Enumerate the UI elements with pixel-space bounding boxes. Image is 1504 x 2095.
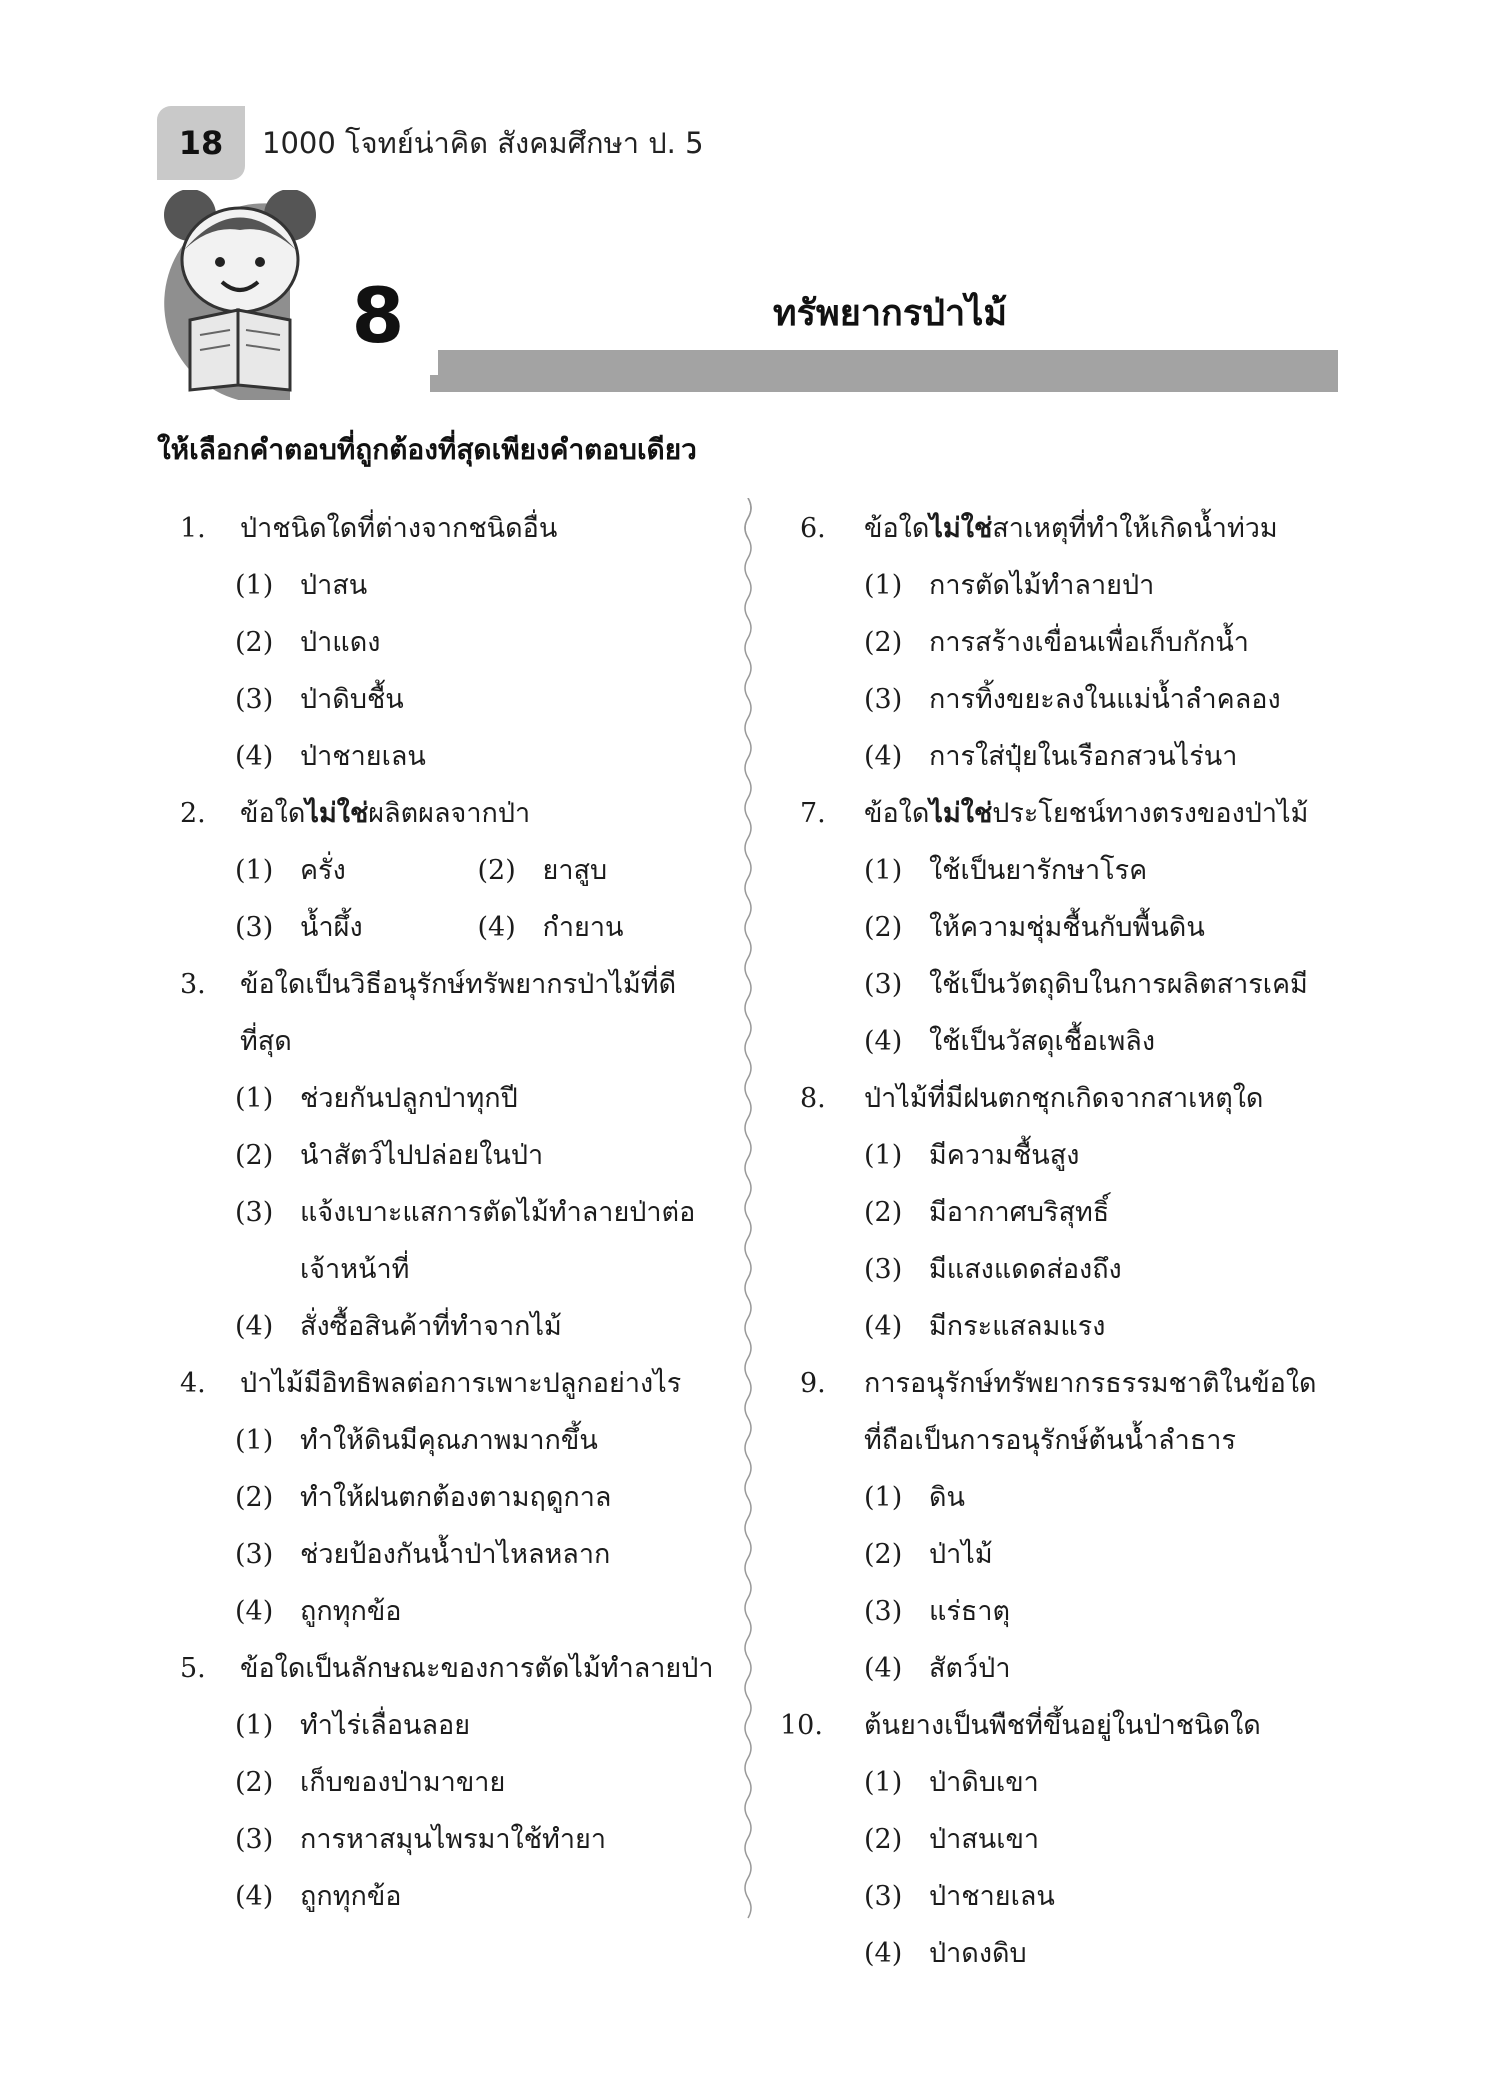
option	[864, 1868, 1360, 1925]
question-text-pre: ข้อใด	[864, 513, 930, 544]
question-text-emphasis: ไม่ใช่	[929, 513, 993, 544]
question-number: 4.	[180, 1368, 206, 1399]
option-number: (2)	[864, 1197, 903, 1228]
option	[235, 1127, 720, 1184]
option-number: (4)	[864, 1026, 903, 1057]
question-text-post: สาเหตุที่ทำให้เกิดน้ำท่วม	[992, 513, 1278, 544]
option-number: (4)	[235, 1311, 274, 1342]
option-text: ยาสูบ	[542, 855, 608, 886]
option-text: ป่าดงดิบ	[929, 1938, 1027, 1969]
option-text: ป่าแดง	[300, 627, 381, 658]
option-text: ป่าชายเลน	[929, 1881, 1055, 1912]
option-number: (2)	[864, 627, 903, 658]
option	[478, 899, 721, 956]
option-text: การตัดไม้ทำลายป่า	[929, 570, 1155, 601]
question-text: ป่าไม้มีอิทธิพลต่อการเพาะปลูกอย่างไร	[240, 1368, 682, 1399]
page-number-badge	[157, 106, 245, 180]
option-number: (4)	[235, 1596, 274, 1627]
option	[235, 842, 478, 899]
question-text	[864, 785, 1308, 842]
option-number: (3)	[864, 1254, 903, 1285]
option-text: ใช้เป็นวัสดุเชื้อเพลิง	[929, 1026, 1156, 1057]
chapter-title: ทรัพยากรป่าไม้	[772, 293, 1008, 334]
option-text: ป่าดิบเขา	[929, 1767, 1039, 1798]
option	[235, 1868, 720, 1925]
column-divider	[740, 498, 756, 1958]
page-number: 18	[178, 124, 224, 162]
option-text: ป่าสน	[300, 570, 368, 601]
option	[235, 1811, 720, 1868]
option	[235, 728, 720, 785]
option-number: (3)	[235, 1539, 274, 1570]
option-text: ทำให้ดินมีคุณภาพมากขึ้น	[300, 1425, 598, 1456]
question-7	[800, 785, 1360, 1070]
option	[864, 899, 1360, 956]
option-text: ดิน	[929, 1482, 965, 1513]
option	[864, 671, 1360, 728]
question-text: ป่าไม้ที่มีฝนตกชุกเกิดจากสาเหตุใด	[864, 1083, 1264, 1114]
option	[864, 842, 1360, 899]
option	[864, 1925, 1360, 1982]
option-text: ทำไร่เลื่อนลอย	[300, 1710, 471, 1741]
question-text-continued: ที่ถือเป็นการอนุรักษ์ต้นน้ำลำธาร	[864, 1425, 1236, 1456]
option-text: สัตว์ป่า	[929, 1653, 1011, 1684]
option-text: ครั่ง	[300, 855, 346, 886]
question-text: การอนุรักษ์ทรัพยากรธรรมชาติในข้อใด	[864, 1368, 1317, 1399]
question-number: 1.	[180, 513, 206, 544]
question-text: ป่าชนิดใดที่ต่างจากชนิดอื่น	[240, 513, 558, 544]
option-text: ใช้เป็นยารักษาโรค	[929, 855, 1148, 886]
left-column	[180, 500, 720, 1925]
option	[235, 1526, 720, 1583]
option	[864, 1640, 1360, 1697]
question-text: ต้นยางเป็นพืชที่ขึ้นอยู่ในป่าชนิดใด	[864, 1710, 1261, 1741]
option-row	[235, 842, 720, 899]
option	[864, 728, 1360, 785]
option	[864, 1754, 1360, 1811]
option-number: (1)	[864, 855, 903, 886]
option-number: (4)	[864, 741, 903, 772]
option-number: (1)	[864, 1767, 903, 1798]
chapter-number: 8	[318, 255, 438, 375]
question-8	[800, 1070, 1360, 1355]
option-number: (1)	[864, 1482, 903, 1513]
option-number: (3)	[235, 912, 274, 943]
option-number: (3)	[235, 684, 274, 715]
question-number: 8.	[800, 1083, 826, 1114]
option-number: (2)	[235, 627, 274, 658]
option-number: (1)	[235, 855, 274, 886]
option-text: แจ้งเบาะแสการตัดไม้ทำลายป่าต่อ	[300, 1197, 696, 1228]
option-text: ป่าดิบชื้น	[300, 684, 404, 715]
option	[864, 1526, 1360, 1583]
option-number: (1)	[235, 1425, 274, 1456]
option-text: การทิ้งขยะลงในแม่น้ำลำคลอง	[929, 684, 1281, 715]
option-text: กำยาน	[542, 912, 624, 943]
option-number: (4)	[864, 1311, 903, 1342]
option	[235, 1469, 720, 1526]
option-number: (2)	[477, 855, 516, 886]
question-4	[180, 1355, 720, 1640]
option	[864, 557, 1360, 614]
question-number: 5.	[180, 1653, 206, 1684]
option	[864, 1811, 1360, 1868]
option-text: มีแสงแดดส่องถึง	[929, 1254, 1122, 1285]
option	[864, 956, 1360, 1013]
option	[235, 1583, 720, 1640]
option	[864, 1469, 1360, 1526]
option-number: (4)	[864, 1653, 903, 1684]
option-text: การสร้างเขื่อนเพื่อเก็บกักน้ำ	[929, 627, 1249, 658]
option-number: (4)	[864, 1938, 903, 1969]
question-number: 9.	[800, 1368, 826, 1399]
option-text: ช่วยกันปลูกป่าทุกปี	[300, 1083, 518, 1114]
option	[864, 1298, 1360, 1355]
question-text-pre: ข้อใด	[240, 798, 306, 829]
right-column	[780, 500, 1360, 1982]
option	[235, 1070, 720, 1127]
question-text: ข้อใดเป็นลักษณะของการตัดไม้ทำลายป่า	[240, 1653, 714, 1684]
option-number: (3)	[864, 1596, 903, 1627]
chapter-bar	[430, 350, 1338, 392]
option-text: สั่งซื้อสินค้าที่ทำจากไม้	[300, 1311, 562, 1342]
option-text: เก็บของป่ามาขาย	[300, 1767, 506, 1798]
option-text: มีความชื้นสูง	[929, 1140, 1080, 1171]
option	[864, 1583, 1360, 1640]
option	[235, 1754, 720, 1811]
option	[235, 1412, 720, 1469]
option-number: (2)	[864, 1539, 903, 1570]
option-number: (4)	[235, 1881, 274, 1912]
question-3	[180, 956, 720, 1355]
option-text: นำสัตว์ไปปล่อยในป่า	[300, 1140, 544, 1171]
option	[864, 614, 1360, 671]
option-text: น้ำผึ้ง	[300, 912, 363, 943]
question-text	[240, 785, 530, 842]
option	[235, 671, 720, 728]
option-text: ถูกทุกข้อ	[300, 1596, 402, 1627]
question-text-post: ประโยชน์ทางตรงของป่าไม้	[992, 798, 1309, 829]
option-number: (2)	[864, 1824, 903, 1855]
option-number: (2)	[864, 912, 903, 943]
option-text: การใส่ปุ๋ยในเรือกสวนไร่นา	[929, 741, 1238, 772]
book-title: 1000 โจทย์น่าคิด สังคมศึกษา ป. 5	[262, 126, 704, 160]
question-number: 6.	[800, 513, 826, 544]
question-number: 10.	[780, 1710, 823, 1741]
option-text: แร่ธาตุ	[929, 1596, 1011, 1627]
option	[864, 1241, 1360, 1298]
question-5	[180, 1640, 720, 1925]
option-text: มีอากาศบริสุทธิ์	[929, 1197, 1110, 1228]
option	[235, 1298, 720, 1355]
option-number: (2)	[235, 1140, 274, 1171]
option-number: (1)	[235, 570, 274, 601]
option-text: การหาสมุนไพรมาใช้ทำยา	[300, 1824, 606, 1855]
option-text: มีกระแสลมแรง	[929, 1311, 1106, 1342]
question-6	[800, 500, 1360, 785]
option-text: ช่วยป้องกันน้ำป่าไหลหลาก	[300, 1539, 611, 1570]
question-text-emphasis: ไม่ใช่	[305, 798, 369, 829]
option	[478, 842, 721, 899]
question-text	[864, 500, 1278, 557]
option-number: (3)	[864, 969, 903, 1000]
option	[864, 1013, 1360, 1070]
option	[235, 614, 720, 671]
option	[235, 1697, 720, 1754]
option-text: ถูกทุกข้อ	[300, 1881, 402, 1912]
option	[864, 1184, 1360, 1241]
question-text: ข้อใดเป็นวิธีอนุรักษ์ทรัพยากรป่าไม้ที่ดี	[240, 969, 677, 1000]
option-number: (1)	[864, 1140, 903, 1171]
option	[864, 1127, 1360, 1184]
option-number: (3)	[235, 1824, 274, 1855]
question-10	[780, 1697, 1360, 1982]
option-number: (1)	[235, 1710, 274, 1741]
question-text-continued: ที่สุด	[240, 1026, 292, 1057]
option-number: (2)	[235, 1767, 274, 1798]
option-number: (3)	[864, 1881, 903, 1912]
question-2	[180, 785, 720, 956]
option-text: ป่าไม้	[929, 1539, 993, 1570]
instruction: ให้เลือกคำตอบที่ถูกต้องที่สุดเพียงคำตอบเดียว	[157, 433, 697, 466]
question-number: 2.	[180, 798, 206, 829]
option	[235, 899, 478, 956]
option-number: (4)	[477, 912, 516, 943]
option	[235, 1184, 720, 1241]
option-text: ทำให้ฝนตกต้องตามฤดูกาล	[300, 1482, 612, 1513]
question-1	[180, 500, 720, 785]
question-9	[800, 1355, 1360, 1697]
question-number: 3.	[180, 969, 206, 1000]
option-text: ให้ความชุ่มชื้นกับพื้นดิน	[929, 912, 1205, 943]
option-number: (1)	[235, 1083, 274, 1114]
question-text-post: ผลิตผลจากป่า	[368, 798, 531, 829]
option-row	[235, 899, 720, 956]
option-number: (4)	[235, 741, 274, 772]
question-text-pre: ข้อใด	[864, 798, 930, 829]
option-number: (1)	[864, 570, 903, 601]
question-number: 7.	[800, 798, 826, 829]
option-number: (2)	[235, 1482, 274, 1513]
option	[235, 557, 720, 614]
option-text: ป่าสนเขา	[929, 1824, 1040, 1855]
option-number: (3)	[864, 684, 903, 715]
question-text-emphasis: ไม่ใช่	[929, 798, 993, 829]
option-text: ป่าชายเลน	[300, 741, 426, 772]
option-number: (3)	[235, 1197, 274, 1228]
option-text-continued: เจ้าหน้าที่	[300, 1254, 410, 1285]
option-text: ใช้เป็นวัตถุดิบในการผลิตสารเคมี	[929, 969, 1308, 1000]
